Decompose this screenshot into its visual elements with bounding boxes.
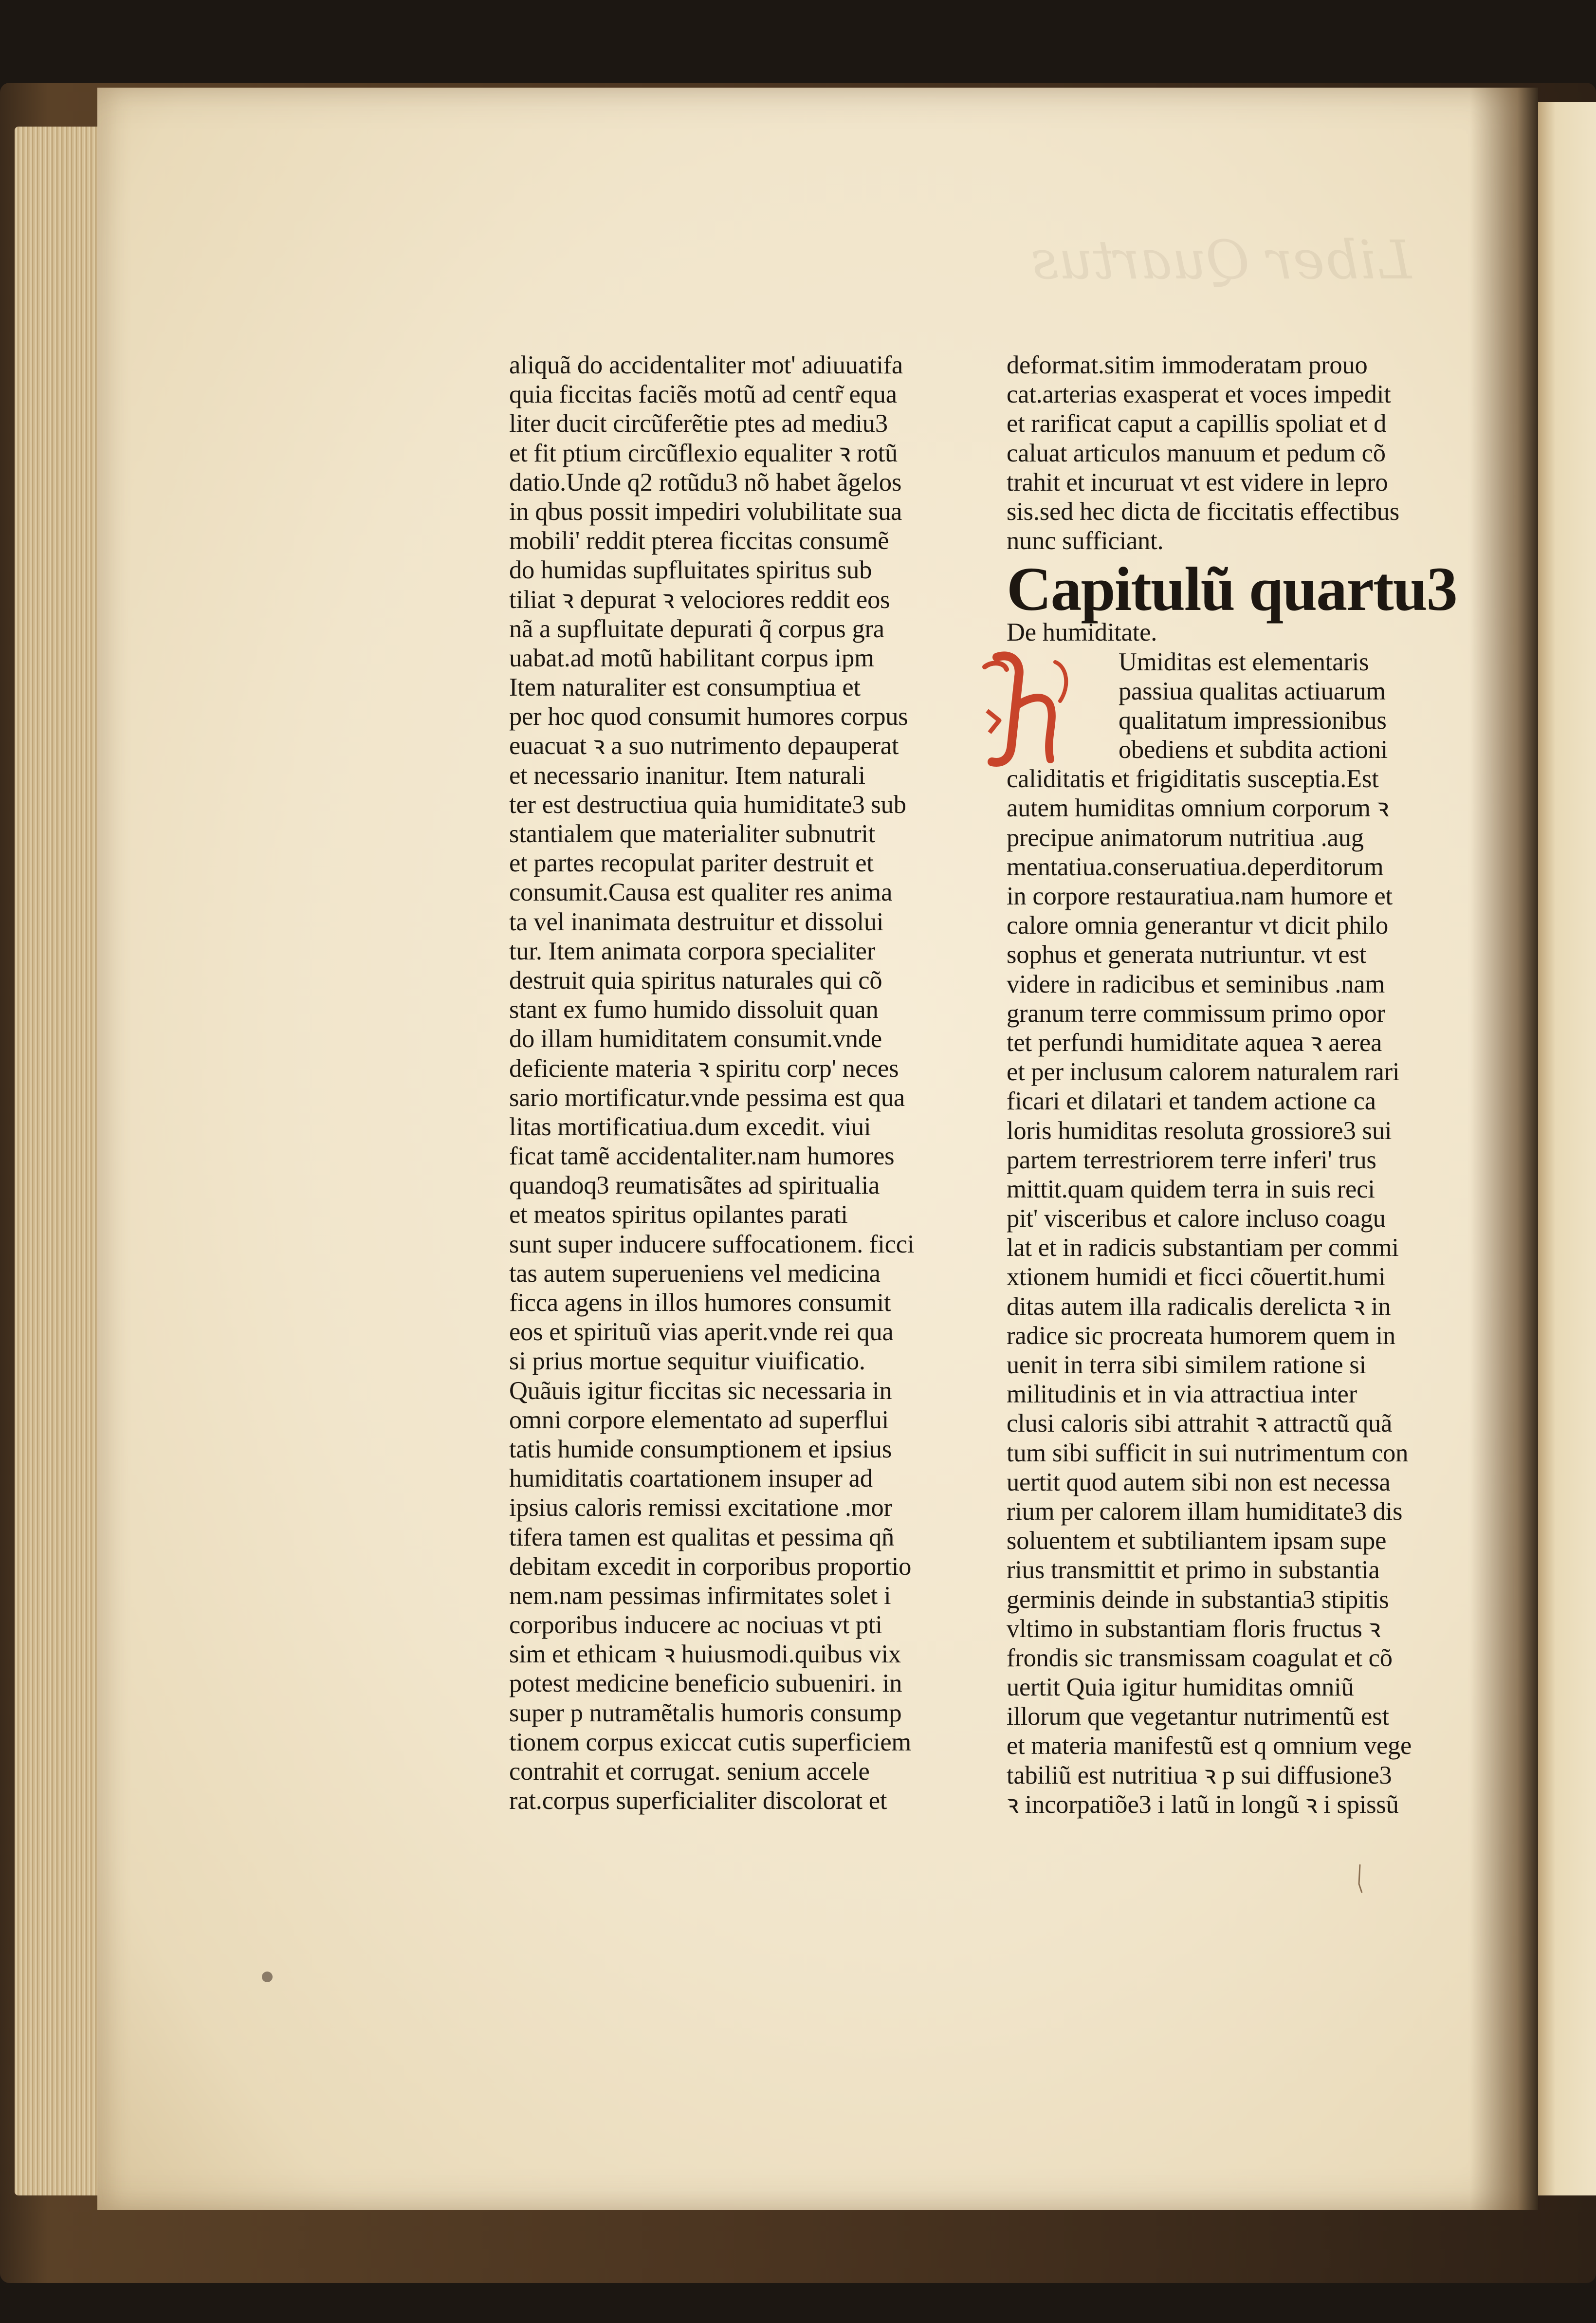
text-line: super p nutramẽtalis humoris consump (509, 1698, 902, 1727)
text-line: ficari et dilatari et tandem actione ca (1007, 1087, 1376, 1116)
text-line: stantialem que materialiter subnutrit (509, 820, 876, 848)
text-line: videre in radicibus et seminibus .nam (1007, 970, 1385, 998)
text-line: ꝛ incorpatiõe3 i latũ in longũ ꝛ i spissũ (1007, 1790, 1399, 1819)
text-line: euacuat ꝛ a suo nutrimento depauperat (509, 732, 899, 760)
text-line: rat.corpus superficialiter discolorat et (509, 1787, 887, 1815)
text-line: quia ficcitas faciẽs motũ ad centr̃ equa (509, 380, 897, 409)
text-line: caliditatis et frigiditatis susceptia.Est (1007, 765, 1379, 793)
text-line: tatis humide consumptionem et ipsius (509, 1435, 892, 1463)
text-line: uabat.ad motũ habilitant corpus ipm (509, 644, 874, 672)
text-line: do illam humiditatem consumit.vnde (509, 1025, 882, 1053)
text-line: ficat tamẽ accidentaliter.nam humores (509, 1142, 895, 1171)
text-line: pit' visceribus et calore incluso coagu (1007, 1204, 1386, 1233)
text-line: stant ex fumo humido dissoluit quan (509, 996, 879, 1024)
text-line: mentatiua.conseruatiua.deperditorum (1007, 852, 1384, 881)
text-line: et meatos spiritus opilantes parati (509, 1200, 848, 1229)
right-text-column (1007, 350, 1457, 1819)
text-line: tet perfundi humiditate aquea ꝛ aerea (1007, 1028, 1382, 1057)
stray-ink-mark-icon (1355, 1864, 1365, 1894)
text-line: precipue animatorum nutritiua .aug (1007, 823, 1364, 852)
text-line: lat et in radicis substantiam per commi (1007, 1234, 1399, 1262)
text-line: ter est destructiua quia humiditate3 sub (509, 790, 906, 819)
text-line: militudinis et in via attractiua inter (1007, 1380, 1357, 1409)
gutter-shadow (1470, 88, 1538, 2210)
text-line: do humidas supfluitates spiritus sub (509, 556, 872, 585)
text-line: rium per calorem illam humiditate3 dis (1007, 1497, 1403, 1526)
chapter-title: Capitulũ quartu3 (1007, 554, 1457, 624)
text-line: liter ducit circũferẽtie ptes ad mediu3 (509, 409, 888, 438)
text-line: frondis sic transmissam coagulat et cõ (1007, 1643, 1393, 1672)
text-line: omni corpore elementato ad superflui (509, 1405, 889, 1434)
text-line: calore omnia generantur vt dicit philo (1007, 911, 1389, 940)
text-line: humiditatis coartationem insuper ad (509, 1464, 873, 1493)
text-line: illorum que vegetantur nutrimentũ est (1007, 1702, 1389, 1731)
text-line: uertit Quia igitur humiditas omniũ (1007, 1673, 1354, 1702)
text-line: Umiditas est elementaris (1119, 647, 1369, 676)
text-line: clusi caloris sibi attrahit ꝛ attractũ quã (1007, 1409, 1393, 1438)
text-line: litas mortificatiua.dum excedit. viui (509, 1112, 871, 1141)
text-line: ipsius caloris remissi excitatione .mor (509, 1493, 892, 1522)
text-line: rius transmittit et primo in substantia (1007, 1556, 1380, 1585)
text-line: ficca agens in illos humores consumit (509, 1289, 891, 1317)
text-line: quandoq3 reumatisãtes ad spiritualia (509, 1171, 880, 1200)
text-line: aliquã do accidentaliter mot' adiuuatifa (509, 351, 903, 379)
text-line: et per inclusum calorem naturalem rari (1007, 1058, 1400, 1087)
text-line: contrahit et corrugat. senium accele (509, 1757, 870, 1786)
text-line: uertit quod autem sibi non est necessa (1007, 1468, 1391, 1496)
text-line: sunt super inducere suffocationem. ficci (509, 1230, 915, 1258)
text-line: caluat articulos manuum et pedum cõ (1007, 439, 1386, 467)
text-line: partem terrestriorem terre inferi' trus (1007, 1145, 1376, 1174)
text-line: per hoc quod consumit humores corpus (509, 702, 908, 731)
text-line: trahit et incuruat vt est videre in lepro (1007, 468, 1388, 497)
text-line: potest medicine beneficio subueniri. in (509, 1669, 902, 1698)
text-line: datio.Unde q2 rotũdu3 nõ habet ãgelos (509, 468, 902, 497)
text-line: in qbus possit impediri volubilitate sua (509, 497, 902, 526)
running-head-showthrough: Liber Quartus (1031, 229, 1412, 291)
text-line: debitam excedit in corporibus proportio (509, 1552, 912, 1581)
text-line: cat.arterias exasperat et voces impedit (1007, 380, 1391, 409)
initial-block (1007, 647, 1454, 765)
text-line: et necessario inanitur. Item naturali (509, 761, 865, 790)
text-line: tionem corpus exiccat cutis superficiem (509, 1728, 912, 1756)
text-line: xtionem humidi et ficci cõuertit.humi (1007, 1263, 1386, 1291)
text-line: nã a supfluitate depurati q̃ corpus gra (509, 614, 884, 643)
ink-spot (262, 1972, 273, 1982)
text-line: et partes recopulat pariter destruit et (509, 849, 874, 878)
text-line: passiua qualitas actiuarum (1119, 677, 1386, 705)
text-line: ditas autem illa radicalis derelicta ꝛ in (1007, 1292, 1391, 1321)
text-line: deficiente materia ꝛ spiritu corp' neces (509, 1054, 899, 1083)
text-line: radice sic procreata humorem quem in (1007, 1321, 1395, 1350)
right-column-body-text (1007, 764, 1454, 1819)
text-line: soluentem et subtiliantem ipsam supe (1007, 1527, 1387, 1555)
text-line: sophus et generata nutriuntur. vt est (1007, 940, 1367, 969)
text-line: Item naturaliter est consumptiua et (509, 673, 861, 702)
right-column-top-text (1007, 350, 1454, 555)
text-line: tur. Item animata corpora specialiter (509, 937, 876, 965)
text-line: et materia manifestũ est q omnium vege (1007, 1732, 1412, 1760)
text-line: tabiliũ est nutritiua ꝛ p sui diffusione3 (1007, 1761, 1392, 1789)
red-initial-h-icon (977, 647, 1084, 769)
text-line: tifera tamen est qualitas et pessima qñ (509, 1523, 895, 1551)
text-line: tum sibi sufficit in sui nutrimentum con (1007, 1438, 1409, 1467)
text-line: loris humiditas resoluta grossiore3 sui (1007, 1116, 1392, 1145)
text-line: mittit.quam quidem terra in suis reci (1007, 1175, 1375, 1203)
text-line: vltimo in substantiam floris fructus ꝛ (1007, 1614, 1381, 1643)
text-line: nunc sufficiant. (1007, 527, 1164, 555)
text-line: destruit quia spiritus naturales qui cõ (509, 966, 882, 995)
text-line: consumit.Causa est qualiter res anima (509, 878, 893, 907)
text-line: sim et ethicam ꝛ huiusmodi.quibus vix (509, 1640, 901, 1669)
text-line: germinis deinde in substantia3 stipitis (1007, 1585, 1389, 1614)
text-line: tiliat ꝛ depurat ꝛ velociores reddit eos (509, 585, 890, 614)
text-line: uenit in terra sibi similem ratione si (1007, 1351, 1366, 1379)
text-line: ta vel inanimata destruitur et dissolui (509, 907, 884, 936)
text-line: deformat.sitim immoderatam prouo (1007, 351, 1368, 379)
text-line: et rarificat caput a capillis spoliat et d (1007, 409, 1387, 438)
text-line: nem.nam pessimas infirmitates solet i (509, 1581, 891, 1610)
text-line: autem humiditas omnium corporum ꝛ (1007, 794, 1389, 823)
text-line: qualitatum impressionibus (1119, 706, 1387, 735)
recto-page-edge (1538, 102, 1596, 2195)
text-line: Quãuis igitur ficcitas sic necessaria in (509, 1376, 892, 1405)
text-line: obediens et subdita actioni (1119, 736, 1388, 764)
text-line: tas autem superueniens vel medicina (509, 1259, 881, 1288)
text-line: si prius mortue sequitur viuificatio. (509, 1347, 865, 1376)
left-text-column (509, 350, 967, 1815)
text-line: corporibus inducere ac nociuas vt pti (509, 1611, 882, 1640)
text-line: granum terre commissum primo opor (1007, 999, 1385, 1028)
text-line: in corpore restauratiua.nam humore et (1007, 882, 1393, 910)
text-line: et fit ptium circũflexio equaliter ꝛ rotũ (509, 439, 898, 467)
text-line: eos et spirituũ vias aperit.vnde rei qua (509, 1318, 894, 1346)
text-line: sario mortificatur.vnde pessima est qua (509, 1083, 905, 1112)
text-line: sis.sed hec dicta de ficcitatis effectibus (1007, 497, 1399, 526)
text-line: mobili' reddit pterea ficcitas consumẽ (509, 527, 889, 555)
chapter-subtitle: De humiditate. (1007, 618, 1157, 647)
